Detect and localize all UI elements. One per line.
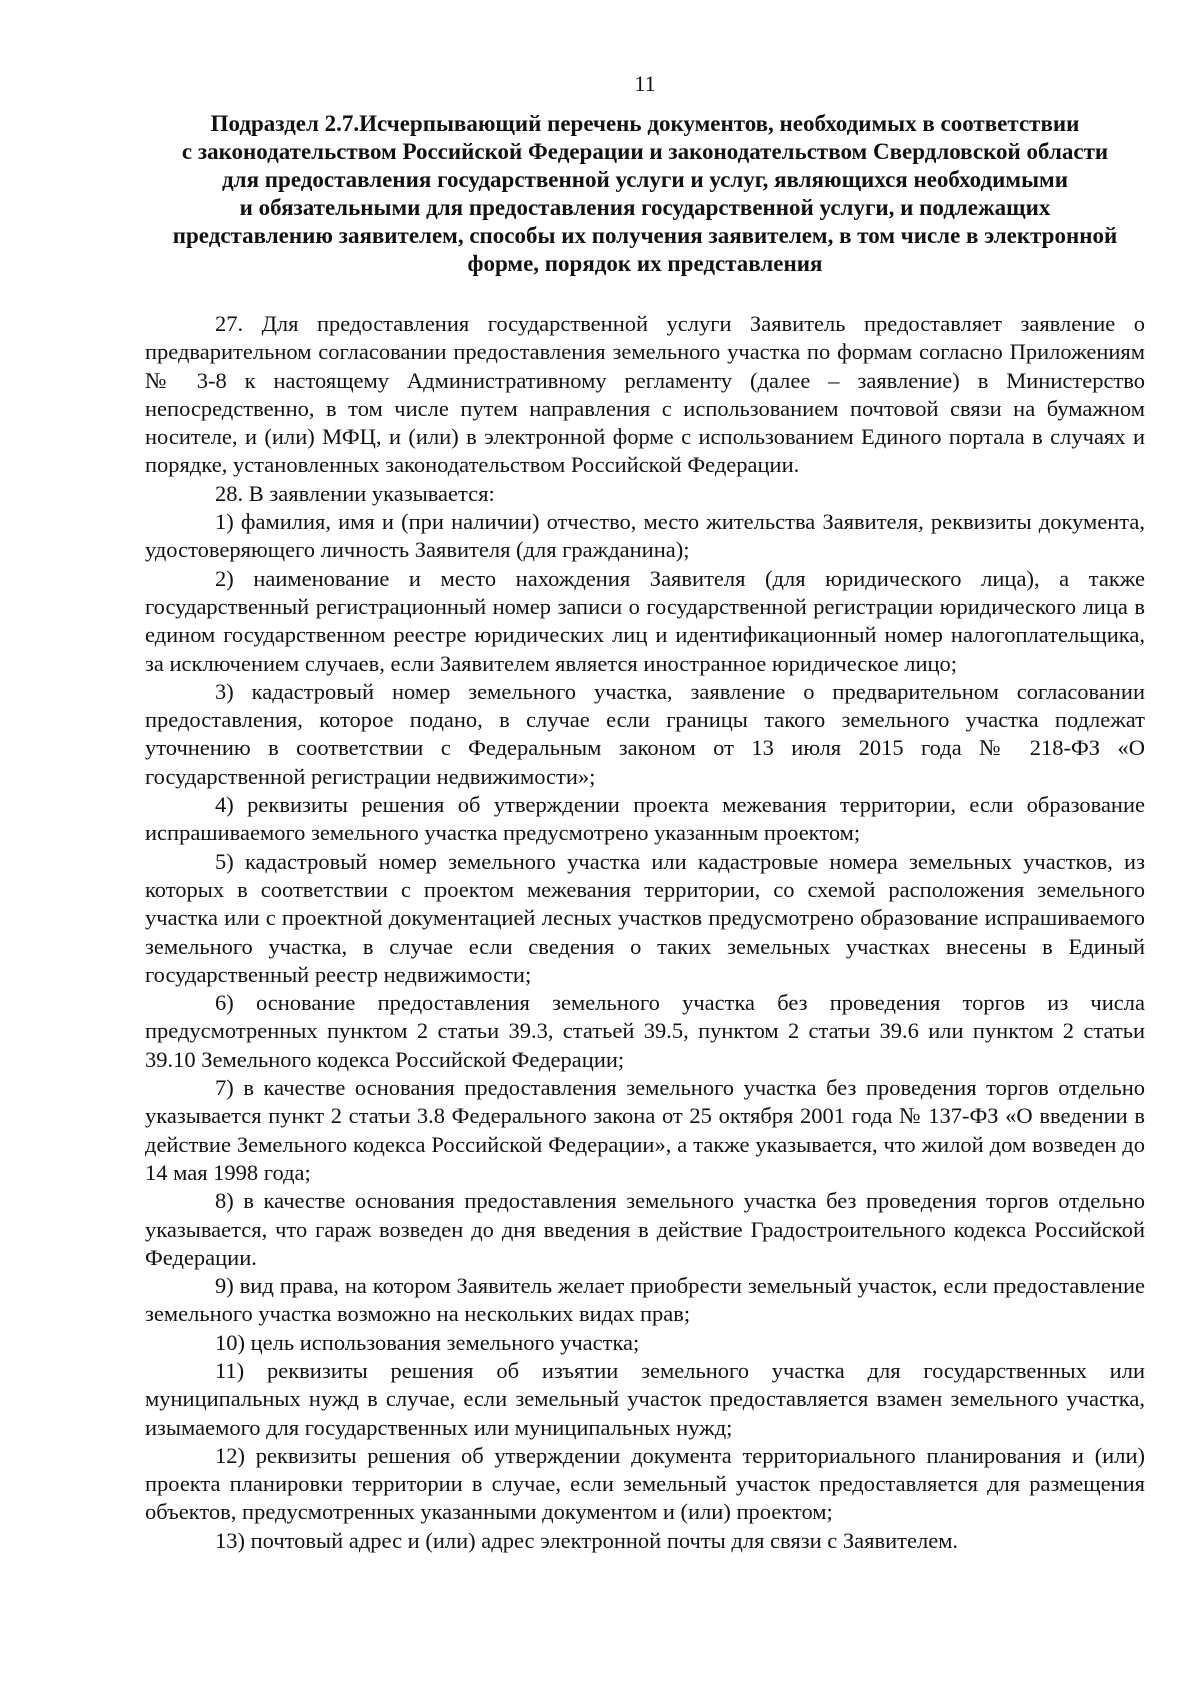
heading-line: представлению заявителем, способы их получения заявителем, в том числе в электронной bbox=[172, 223, 1118, 248]
heading-line: Подраздел 2.7.Исчерпывающий перечень документов, необходимых в соответствии bbox=[210, 111, 1080, 136]
list-item-1: 1) фамилия, имя и (при наличии) отчество, место жительства Заявителя, реквизиты документа, удостоверяющего личность Заявителя (для гражданина); bbox=[145, 509, 1145, 563]
page-number: 11 bbox=[634, 71, 656, 96]
section-heading bbox=[145, 110, 1145, 278]
list-item-8: 8) в качестве основания предоставления земельного участка без проведения торгов отдельно указывается, что гараж возведен до дня введения в действие Градостроительного кодекса Российской Федерации. bbox=[145, 1188, 1145, 1270]
heading-line: с законодательством Российской Федерации и законодательством Свердловской области bbox=[181, 139, 1109, 164]
body-text bbox=[145, 310, 1145, 1555]
list-item-4: 4) реквизиты решения об утверждении проекта межевания территории, если образование испрашиваемого земельного участка предусмотрено указанным проектом; bbox=[145, 792, 1145, 846]
list-item-11: 11) реквизиты решения об изъятии земельного участка для государственных или муниципальных нужд в случае, если земельный участок предоставляется взамен земельного участка, изымаемого для государственных или муниципальных нужд; bbox=[145, 1357, 1145, 1440]
heading-line: и обязательными для предоставления государственной услуги, и подлежащих bbox=[239, 195, 1051, 220]
list-item-13: 13) почтовый адрес и (или) адрес электронной почты для связи с Заявителем. bbox=[215, 1527, 959, 1553]
list-item-5: 5) кадастровый номер земельного участка или кадастровые номера земельных участков, из которых в соответствии с проектом межевания территории, со схемой расположения земельного участка или с проектной документацией лесных участков предусмотрено образование испрашиваемого земельного участка, в случае если сведения о таких земельных участках внесены в Единый государственный реестр недвижимости; bbox=[145, 848, 1145, 987]
document-page bbox=[145, 70, 1145, 1555]
list-item-12: 12) реквизиты решения об утверждении документа территориального планирования и (или) проекта планировки территории в случае, если земельный участок предоставляется для размещения объектов, предусмотренных указанными документом и (или) проектом; bbox=[145, 1442, 1145, 1525]
list-item-9: 9) вид права, на котором Заявитель желает приобрести земельный участок, если предоставление земельного участка возможно на нескольких видах прав; bbox=[145, 1273, 1145, 1327]
list-item-7: 7) в качестве основания предоставления земельного участка без проведения торгов отдельно указывается пункт 2 статьи 3.8 Федерального закона от 25 октября 2001 года № 137-ФЗ «О введении в действие Земельного кодекса Российской Федерации», а также указывается, что жилой дом возведен до 14 мая 1998 года; bbox=[145, 1075, 1145, 1185]
heading-line: форме, порядок их представления bbox=[467, 251, 823, 276]
paragraph-28: 28. В заявлении указывается: bbox=[215, 480, 495, 506]
list-item-6: 6) основание предоставления земельного участка без проведения торгов из числа предусмотренных пунктом 2 статьи 39.3, статьей 39.5, пунктом 2 статьи 39.6 или пунктом 2 статьи 39.10 Земельного кодекса Российской Федерации; bbox=[145, 990, 1145, 1072]
paragraph-27: 27. Для предоставления государственной услуги Заявитель предоставляет заявление о предварительном согласовании предоставления земельного участка по формам согласно Приложениям № 3-8 к настоящему Административному регламенту (далее – заявление) в Министерство непосредственно, в том числе путем направления с использованием почтовой связи на бумажном носителе, и (или) МФЦ, и (или) в электронной форме с использованием Единого портала в случаях и порядке, установленных законодательством Российской Федерации. bbox=[145, 311, 1145, 478]
heading-line: для предоставления государственной услуги и услуг, являющихся необходимыми bbox=[222, 167, 1068, 192]
list-item-3: 3) кадастровый номер земельного участка, заявление о предварительном согласовании предоставления, которое подано, в случае если границы такого земельного участка подлежат уточнению в соответствии с Федеральным законом от 13 июля 2015 года № 218-ФЗ «О государственной регистрации недвижимости»; bbox=[145, 678, 1145, 789]
list-item-2: 2) наименование и место нахождения Заявителя (для юридического лица), а также государственный регистрационный номер записи о государственной регистрации юридического лица в едином государственном реестре юридических лиц и идентификационный номер налогоплательщика, за исключением случаев, если Заявителем является иностранное юридическое лицо; bbox=[145, 565, 1145, 676]
list-item-10: 10) цель использования земельного участка; bbox=[215, 1329, 640, 1355]
